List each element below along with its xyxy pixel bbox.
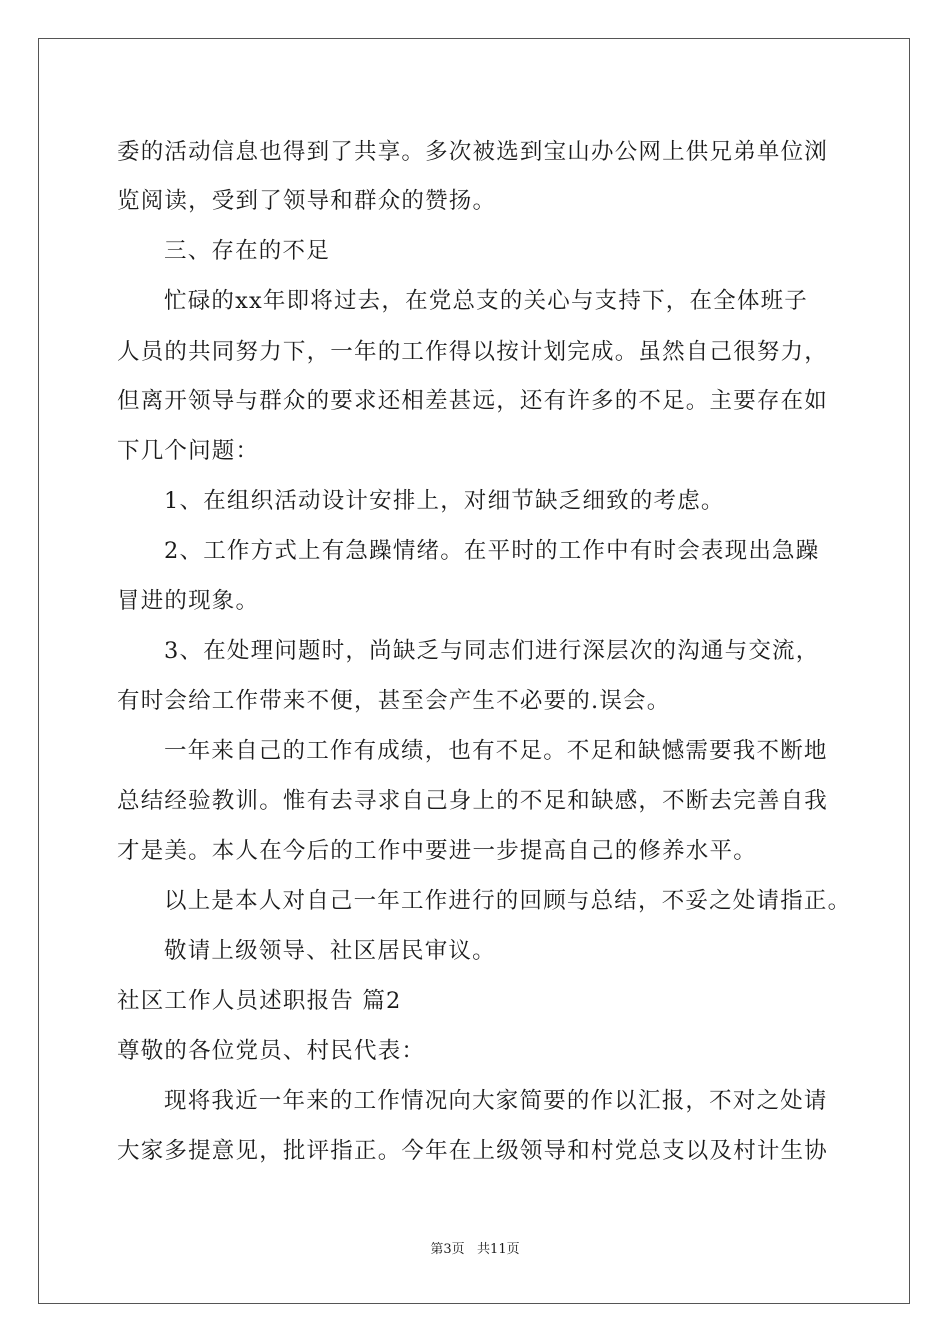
text-line: 忙碌的xx年即将过去，在党总支的关心与支持下，在全体班子 — [164, 288, 808, 314]
text-line: 大家多提意见，批评指正。今年在上级领导和村党总支以及村计生协 — [117, 1138, 829, 1164]
text-line: 总结经验教训。惟有去寻求自己身上的不足和缺感，不断去完善自我 — [117, 788, 829, 814]
text-line: 冒进的现象。 — [117, 588, 260, 614]
page-number: 第3页 共11页 — [430, 1242, 520, 1257]
text-line: 才是美。本人在今后的工作中要进一步提高自己的修养水平。 — [117, 838, 757, 864]
salutation: 尊敬的各位党员、村民代表： — [117, 1038, 426, 1064]
text-line: 敬请上级领导、社区居民审议。 — [164, 938, 496, 964]
list-item: 2、工作方式上有急躁情绪。在平时的工作中有时会表现出急躁 — [164, 538, 820, 564]
text-line: 人员的共同努力下，一年的工作得以按计划完成。虽然自己很努力， — [117, 339, 829, 365]
text-line: 有时会给工作带来不便，甚至会产生不必要的.误会。 — [117, 688, 671, 714]
list-item: 3、在处理问题时，尚缺乏与同志们进行深层次的沟通与交流， — [164, 638, 820, 664]
text-line: 一年来自己的工作有成绩，也有不足。不足和缺憾需要我不断地 — [164, 738, 828, 764]
text-line: 以上是本人对自己一年工作进行的回顾与总结，不妥之处请指正。 — [164, 888, 852, 914]
list-item: 1、在组织活动设计安排上，对细节缺乏细致的考虑。 — [164, 488, 725, 514]
text-line: 但离开领导与群众的要求还相差甚远，还有许多的不足。主要存在如 — [117, 388, 829, 414]
text-line: 委的活动信息也得到了共享。多次被选到宝山办公网上供兄弟单位浏 — [117, 139, 829, 165]
text-line: 现将我近一年来的工作情况向大家简要的作以汇报，不对之处请 — [164, 1088, 828, 1114]
report-title: 社区工作人员述职报告 篇2 — [117, 988, 402, 1014]
text-line: 下几个问题： — [117, 438, 260, 464]
text-line: 览阅读，受到了领导和群众的赞扬。 — [117, 188, 497, 214]
section-heading: 三、存在的不足 — [164, 238, 330, 264]
